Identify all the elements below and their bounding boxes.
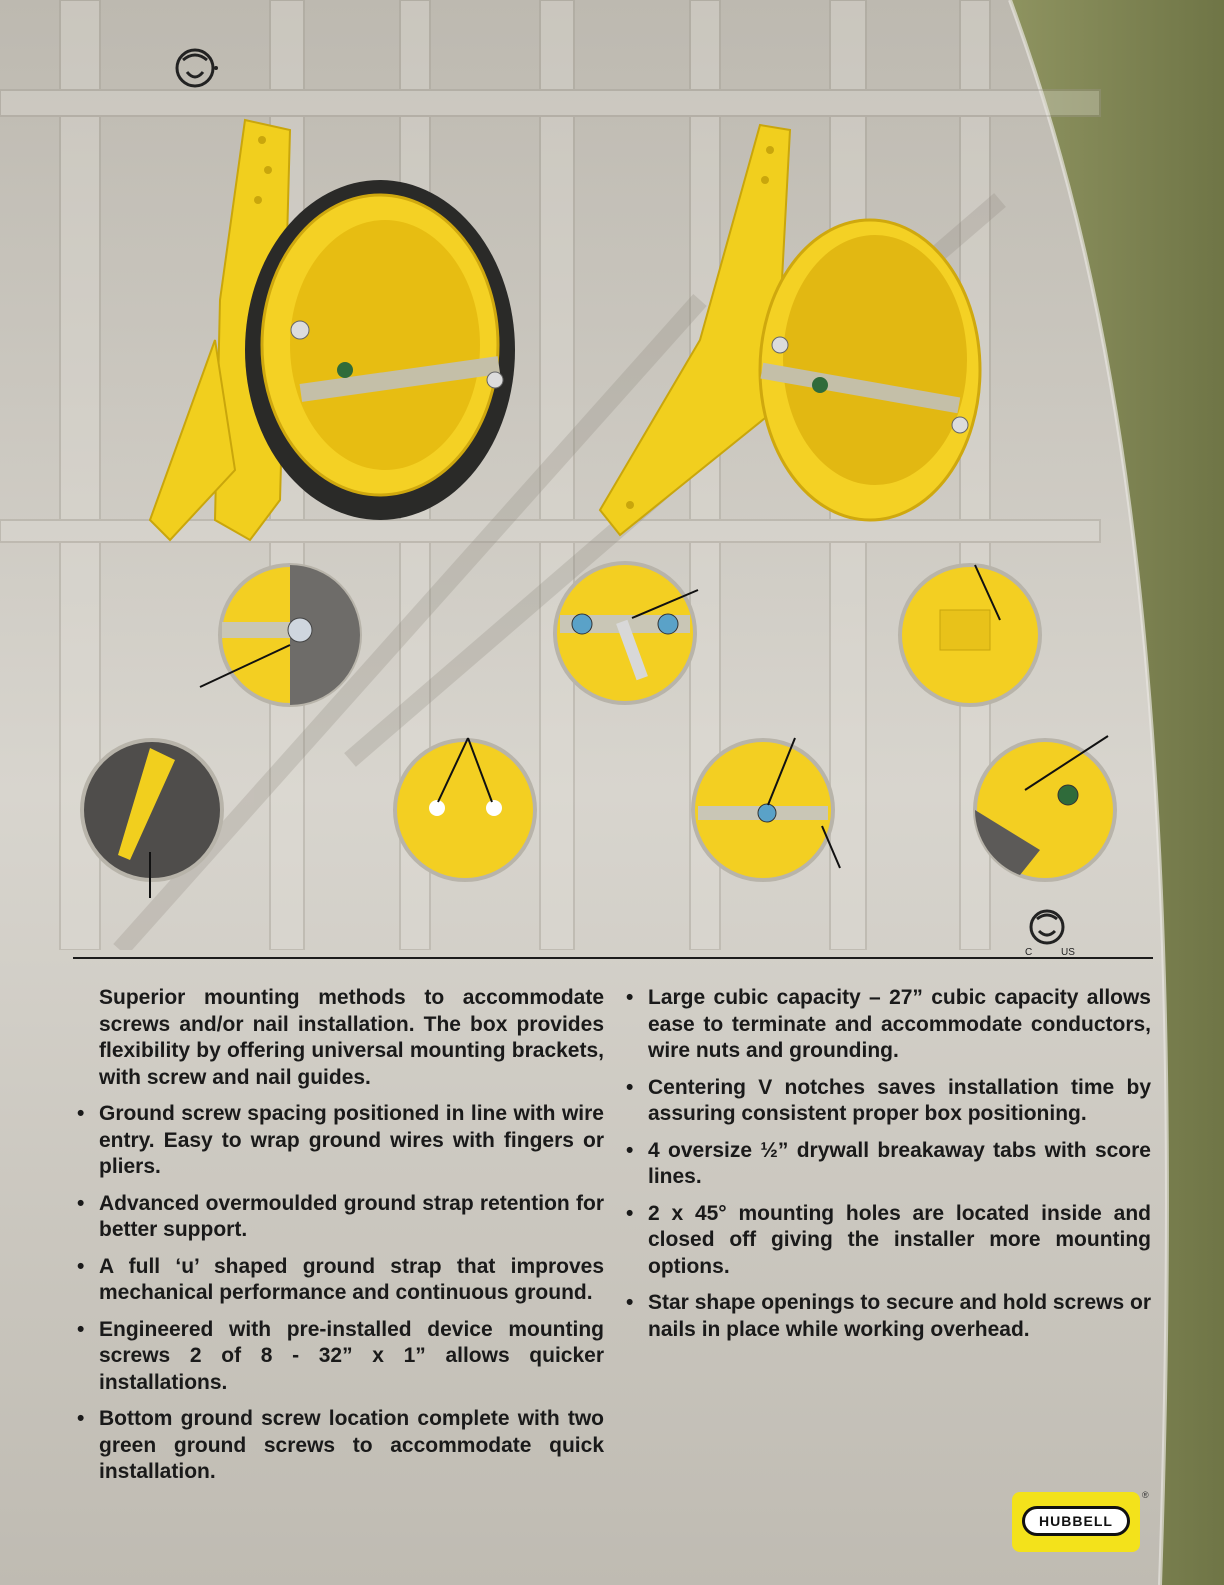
feature-bullet: • 4 oversize ½” drywall breakaway tabs with score lines. [648,1138,1151,1191]
divider-rule [73,957,1153,959]
feature-bullet: • Ground screw spacing positioned in line with wire entry. Easy to wrap ground wires with fingers or pliers. [99,1101,604,1181]
hubbell-logo [1012,1492,1140,1552]
detail-circle-mounting-holes [975,736,1115,880]
detail-circle-ground-screw [200,565,360,705]
detail-circle-strap-screws [555,563,698,703]
feature-bullet: • Centering V notches saves installation time by assuring consistent proper box positioning. [648,1075,1151,1128]
csa-logo-top [175,46,221,92]
feature-bullet: • Bottom ground screw location complete with two green ground screws to accommodate quick installation. [99,1406,604,1486]
detail-circle-v-notch [82,740,222,898]
registered-mark: ® [1142,1490,1149,1500]
feature-bullet: • Large cubic capacity – 27” cubic capacity allows ease to terminate and accommodate conductors, wire nuts and grounding. [648,985,1151,1065]
csa-logo-bottom [1025,907,1085,957]
hubbell-logo-text: HUBBELL [1022,1506,1130,1536]
right-column [648,985,1151,1353]
feature-bullet: • A full ‘u’ shaped ground strap that improves mechanical performance and continuous ground. [99,1254,604,1307]
electrical-box-left [150,120,515,540]
detail-circle-tab [900,565,1040,705]
detail-circle-star-openings [395,738,535,880]
feature-bullet: • Advanced overmoulded ground strap retention for better support. [99,1191,604,1244]
csa-c-label: C [1025,947,1033,957]
feature-bullet: • Engineered with pre-installed device mounting screws 2 of 8 - 32” x 1” allows quicker installations. [99,1317,604,1397]
detail-circle-ground-strap [693,738,840,880]
csa-us-label: US [1061,947,1075,957]
feature-bullet: • Star shape openings to secure and hold screws or nails in place while working overhead. [648,1290,1151,1343]
intro-paragraph: Superior mounting methods to accommodate screws and/or nail installation. The box provides flexibility by offering universal mounting brackets, with screw and nail guides. [99,986,604,1089]
feature-bullet: • 2 x 45° mounting holes are located inside and closed off giving the installer more mounting options. [648,1201,1151,1281]
left-column [99,985,604,1496]
electrical-box-right [600,125,980,535]
